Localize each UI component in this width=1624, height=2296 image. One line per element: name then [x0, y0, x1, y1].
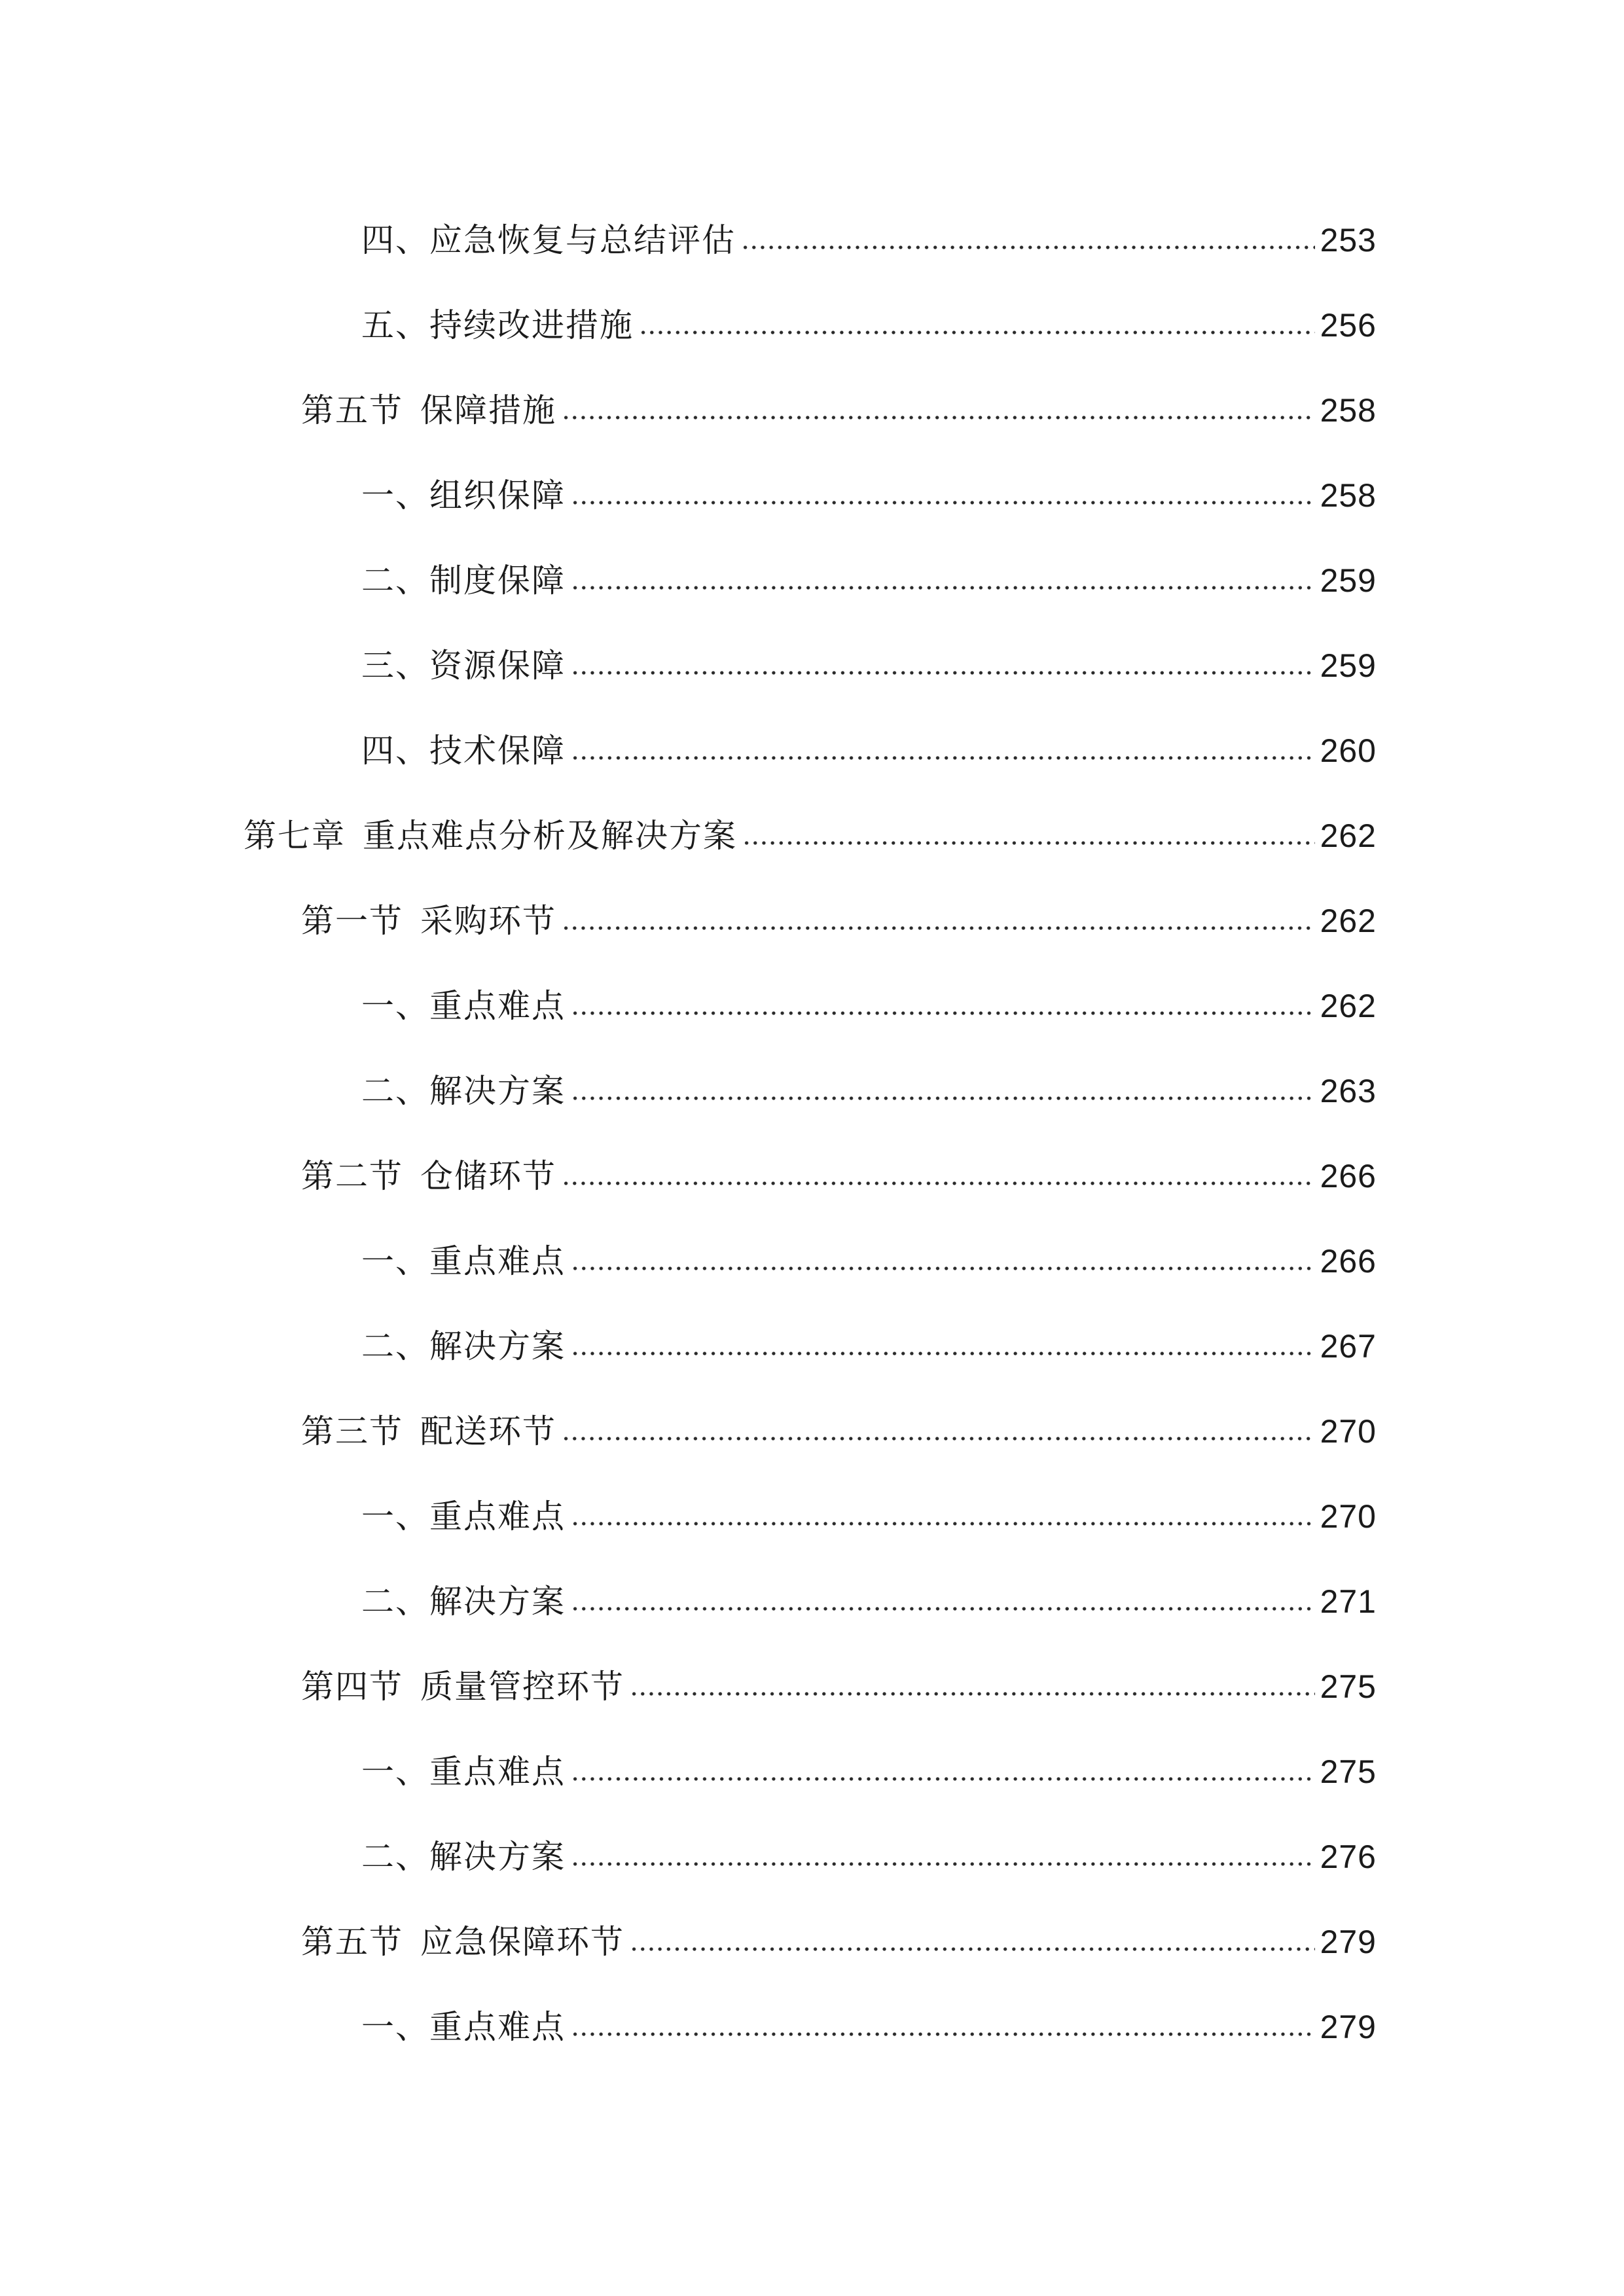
toc-entry-title: 二、解决方案: [361, 1072, 566, 1110]
toc-chapter-number: 第七章: [244, 817, 346, 855]
toc-page-number: 256: [1320, 307, 1377, 344]
toc-page-number: 266: [1320, 1243, 1377, 1280]
dot-leader: [571, 756, 1315, 760]
dot-leader: [571, 1352, 1315, 1355]
toc-section-title: 仓储环节: [420, 1157, 556, 1195]
toc-section-title: 采购环节: [420, 902, 556, 940]
toc-entry[interactable]: [361, 201, 1377, 279]
toc-entry-title: 二、制度保障: [361, 562, 566, 600]
toc-entry[interactable]: [361, 1988, 1377, 2066]
toc-page-number: 270: [1320, 1498, 1377, 1535]
toc-entry[interactable]: [361, 1562, 1377, 1641]
toc-section-title: 应急保障环节: [420, 1923, 624, 1961]
toc-entry[interactable]: [301, 1392, 1377, 1471]
toc-entry-title: 二、解决方案: [361, 1583, 566, 1621]
toc-entry-title: 二、解决方案: [361, 1327, 566, 1365]
toc-entry-title: 四、技术保障: [361, 732, 566, 770]
dot-leader: [571, 671, 1315, 675]
toc-page-number: 276: [1320, 1839, 1377, 1875]
toc-page-number: 275: [1320, 1668, 1377, 1705]
toc-entry[interactable]: [301, 1903, 1377, 1981]
toc-entry[interactable]: [361, 541, 1377, 620]
dot-leader: [562, 1181, 1315, 1185]
toc-entry[interactable]: [361, 1052, 1377, 1130]
toc-section-title: 保障措施: [420, 391, 556, 429]
dot-leader: [562, 416, 1315, 420]
dot-leader: [571, 1522, 1315, 1526]
toc-entry[interactable]: [361, 1477, 1377, 1556]
toc-entry[interactable]: [361, 456, 1377, 535]
toc-entry-title: 一、重点难点: [361, 1242, 566, 1280]
toc-section-title: 配送环节: [420, 1412, 556, 1450]
toc-entry-title: [301, 1903, 624, 1981]
toc-section-number: 第一节: [301, 902, 403, 940]
toc-entry-title: [301, 1647, 624, 1726]
toc-entry[interactable]: [361, 1307, 1377, 1386]
toc-page-number: 258: [1320, 477, 1377, 514]
dot-leader: [571, 1862, 1315, 1866]
toc-entry[interactable]: [301, 1137, 1377, 1215]
dot-leader: [630, 1947, 1315, 1951]
dot-leader: [562, 926, 1315, 930]
toc-chapter-title: 重点难点分析及解决方案: [363, 817, 737, 855]
toc-page-number: 266: [1320, 1158, 1377, 1194]
toc-page-number: 271: [1320, 1583, 1377, 1620]
toc-page-number: 267: [1320, 1328, 1377, 1365]
toc-entry[interactable]: [361, 1818, 1377, 1896]
toc-entry-title: 三、资源保障: [361, 647, 566, 685]
dot-leader: [571, 2032, 1315, 2036]
toc-page-number: 259: [1320, 562, 1377, 599]
toc-entry-title: [301, 1137, 556, 1215]
toc-entry-title: 四、应急恢复与总结评估: [361, 221, 736, 259]
toc-entry[interactable]: [361, 1222, 1377, 1300]
toc-section-title: 质量管控环节: [420, 1668, 624, 1706]
dot-leader: [630, 1692, 1315, 1696]
toc-page-number: 262: [1320, 903, 1377, 939]
toc-entry[interactable]: [361, 286, 1377, 365]
toc-entry[interactable]: [244, 797, 1377, 875]
toc-section-number: 第四节: [301, 1668, 403, 1706]
toc-entry-title: [301, 1392, 556, 1471]
toc-entry[interactable]: [301, 882, 1377, 960]
toc-page-number: 262: [1320, 988, 1377, 1024]
toc-entry-title: 二、解决方案: [361, 1838, 566, 1876]
toc-entry-title: 一、重点难点: [361, 1753, 566, 1791]
toc-entry[interactable]: [361, 1732, 1377, 1811]
dot-leader: [639, 331, 1315, 334]
toc-entry[interactable]: [361, 711, 1377, 790]
dot-leader: [571, 586, 1315, 590]
toc-entry-title: 一、重点难点: [361, 1498, 566, 1535]
toc-entry[interactable]: [361, 626, 1377, 705]
toc-page-number: 259: [1320, 647, 1377, 684]
toc-entry[interactable]: [301, 371, 1377, 450]
dot-leader: [571, 1011, 1315, 1015]
toc-entry[interactable]: [361, 967, 1377, 1045]
toc-page-number: 270: [1320, 1413, 1377, 1450]
toc-entry[interactable]: [301, 1647, 1377, 1726]
toc-section-number: 第五节: [301, 391, 403, 429]
toc-page-number: 275: [1320, 1753, 1377, 1790]
toc-page-number: 279: [1320, 1924, 1377, 1960]
dot-leader: [571, 1777, 1315, 1781]
dot-leader: [571, 1607, 1315, 1611]
dot-leader: [571, 1266, 1315, 1270]
toc-page-number: 258: [1320, 392, 1377, 429]
toc-section-number: 第五节: [301, 1923, 403, 1961]
toc-page-number: 263: [1320, 1073, 1377, 1109]
toc-page-number: 262: [1320, 817, 1377, 854]
toc-page-number: 260: [1320, 732, 1377, 769]
toc-section-number: 第三节: [301, 1412, 403, 1450]
toc-entry-title: 一、重点难点: [361, 2008, 566, 2046]
toc-entry-title: [244, 797, 737, 875]
toc-entry-title: 一、重点难点: [361, 987, 566, 1025]
toc-entry-title: 一、组织保障: [361, 476, 566, 514]
dot-leader: [741, 245, 1315, 249]
toc-entry-title: 五、持续改进措施: [361, 306, 634, 344]
toc-entry-title: [301, 882, 556, 960]
dot-leader: [571, 501, 1315, 505]
dot-leader: [562, 1437, 1315, 1441]
toc-page-number: 253: [1320, 222, 1377, 259]
dot-leader: [571, 1096, 1315, 1100]
dot-leader: [742, 841, 1315, 845]
toc-entry-title: [301, 371, 556, 450]
toc-section-number: 第二节: [301, 1157, 403, 1195]
toc-page-number: 279: [1320, 2009, 1377, 2045]
